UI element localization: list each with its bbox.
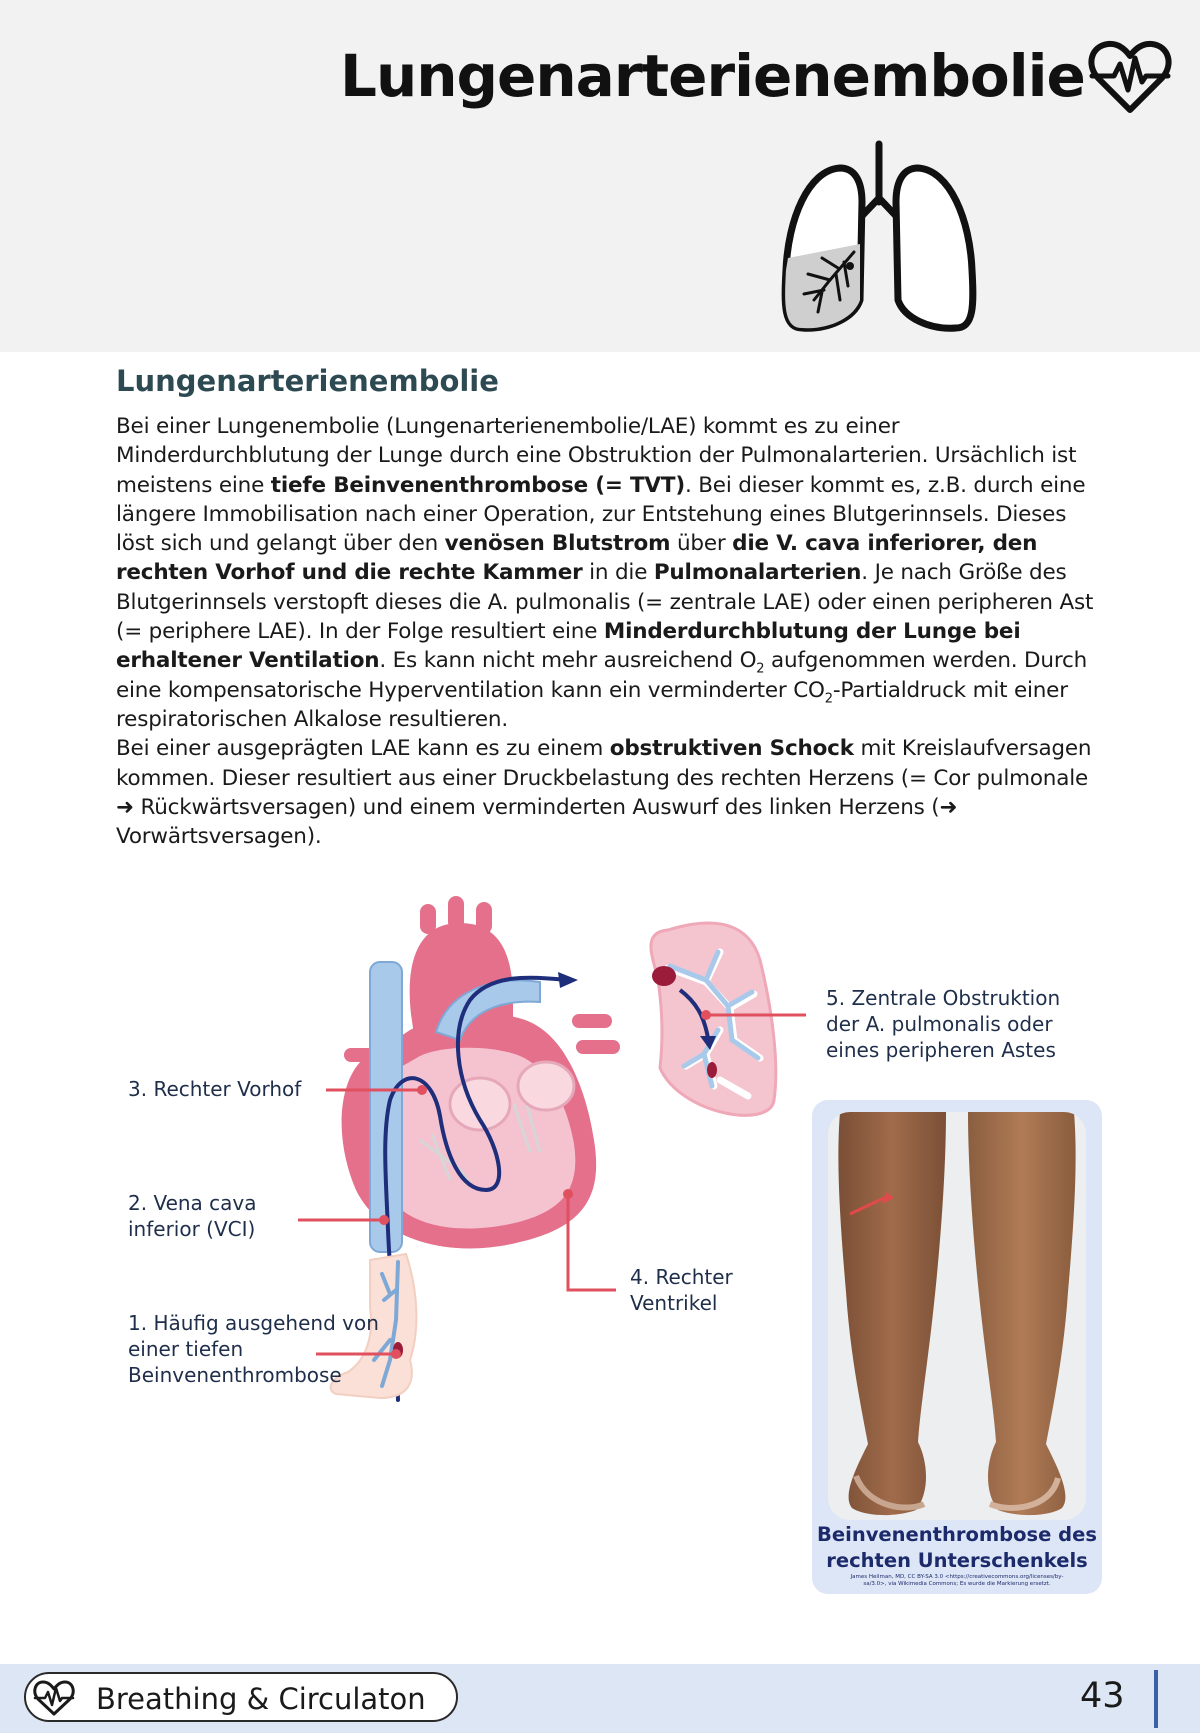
label-line: inferior (VCI) bbox=[128, 1217, 256, 1241]
credit-line: sa/3.0>, via Wikimedia Commons; Es wurde die Markierung ersetzt. bbox=[863, 1581, 1051, 1587]
caption-line: rechten Unterschenkels bbox=[826, 1549, 1088, 1572]
text-span: Bei einer ausgeprägten LAE kann es zu einem bbox=[116, 736, 610, 762]
page-header bbox=[0, 0, 1200, 352]
embolism-diagram bbox=[120, 890, 820, 1430]
credit-line: James Heilman, MD, CC BY-SA 3.0 <https://creativecommons.org/licenses/by- bbox=[850, 1574, 1064, 1580]
label-line: 1. Häufig ausgehend von bbox=[128, 1311, 379, 1335]
bold-span: Minderdurchblutung der Lunge bei erhaltener Ventilation bbox=[116, 619, 1021, 674]
section-heading: Lungenarterienembolie bbox=[116, 364, 499, 398]
bold-span: Pulmonalarterien bbox=[653, 560, 862, 586]
text-span: . Bei dieser kommt es, z.B. durch eine längere Immobilisation nach einer Operation, zur Entstehung eines Blutgerinnsels. Dieses löst sich und gelangt über den bbox=[116, 472, 1086, 557]
paragraph-2 bbox=[116, 734, 1100, 851]
bold-span: tiefe Beinvenenthrombose (= TVT) bbox=[270, 472, 685, 498]
page-number-bar bbox=[1154, 1670, 1158, 1728]
label-line: 5. Zentrale Obstruktion bbox=[826, 986, 1061, 1010]
label-line: einer tiefen bbox=[128, 1337, 244, 1361]
label-line: 2. Vena cava bbox=[128, 1191, 257, 1215]
label-zentrale-obstruktion bbox=[826, 985, 1060, 1063]
heart-pulse-icon bbox=[32, 1679, 76, 1717]
label-rechter-vorhof bbox=[128, 1076, 301, 1102]
subscript: 2 bbox=[824, 690, 833, 706]
subscript: 2 bbox=[756, 661, 765, 677]
label-vena-cava bbox=[128, 1190, 257, 1242]
body-text bbox=[116, 412, 1100, 851]
clot-central bbox=[652, 966, 676, 986]
heart-pulse-icon bbox=[1088, 38, 1172, 116]
leg-photo bbox=[828, 1112, 1086, 1520]
text-span: aufgenommen werden. Durch eine kompensatorische Hyperventilation kann ein verminderter CO bbox=[116, 648, 1088, 703]
label-line: 4. Rechter bbox=[630, 1265, 733, 1289]
photo-card bbox=[812, 1100, 1102, 1594]
bold-span: obstruktiven Schock bbox=[609, 736, 854, 762]
text-span: . Es kann nicht mehr ausreichend O bbox=[379, 648, 757, 674]
label-rechter-ventrikel bbox=[630, 1264, 733, 1316]
label-line: 3. Rechter Vorhof bbox=[128, 1077, 302, 1101]
text-span: mit Kreislaufversagen kommen. Dieser resultiert aus einer Druckbelastung des rechten Herzens (= Cor pulmonale ➜ Rückwärtsversagen) und einem verminderten Auswurf des linken Herzens (➜ Vorwärtsversagen). bbox=[116, 736, 1092, 850]
bold-span: venösen Blutstrom bbox=[444, 531, 671, 557]
page-number: 43 bbox=[1080, 1676, 1125, 1716]
page-footer bbox=[0, 1664, 1200, 1733]
label-line: Beinvenenthrombose bbox=[128, 1363, 342, 1387]
clot-peripheral bbox=[707, 1062, 717, 1078]
lung-segment-illustration bbox=[651, 923, 776, 1115]
text-span: . Je nach Größe des Blutgerinnsels verstopft dieses die A. pulmonalis (= zentrale LAE) oder einen peripheren Ast (= periphere LAE). In der Folge resultiert eine bbox=[116, 560, 1094, 645]
label-line: eines peripheren Astes bbox=[826, 1038, 1056, 1062]
footer-brand: Breathing & Circulaton bbox=[96, 1682, 426, 1716]
bold-span: die V. cava inferiorer, den rechten Vorhof und die rechte Kammer bbox=[116, 531, 1038, 586]
caption-line: Beinvenenthrombose des bbox=[817, 1523, 1097, 1546]
text-span: -Partialdruck mit einer respiratorischen Alkalose resultieren. bbox=[116, 677, 1068, 732]
paragraph-1 bbox=[116, 412, 1100, 734]
legs-photo-image bbox=[828, 1112, 1086, 1520]
lungs-icon bbox=[778, 140, 980, 336]
photo-caption bbox=[816, 1522, 1098, 1574]
label-tvt bbox=[128, 1310, 379, 1388]
label-line: der A. pulmonalis oder bbox=[826, 1012, 1053, 1036]
text-span: Bei einer Lungenembolie (Lungenarterienembolie/LAE) kommt es zu einer Minderdurchblutung der Lunge durch eine Obstruktion der Pulmonalarterien. Ursächlich ist meistens eine bbox=[116, 414, 1077, 498]
text-span: über bbox=[670, 531, 733, 557]
footer-brand-pill bbox=[24, 1672, 458, 1722]
text-span: in die bbox=[582, 560, 654, 586]
page-title: Lungenarterienembolie bbox=[340, 42, 1085, 110]
label-line: Ventrikel bbox=[630, 1291, 718, 1315]
photo-credit bbox=[826, 1574, 1088, 1588]
